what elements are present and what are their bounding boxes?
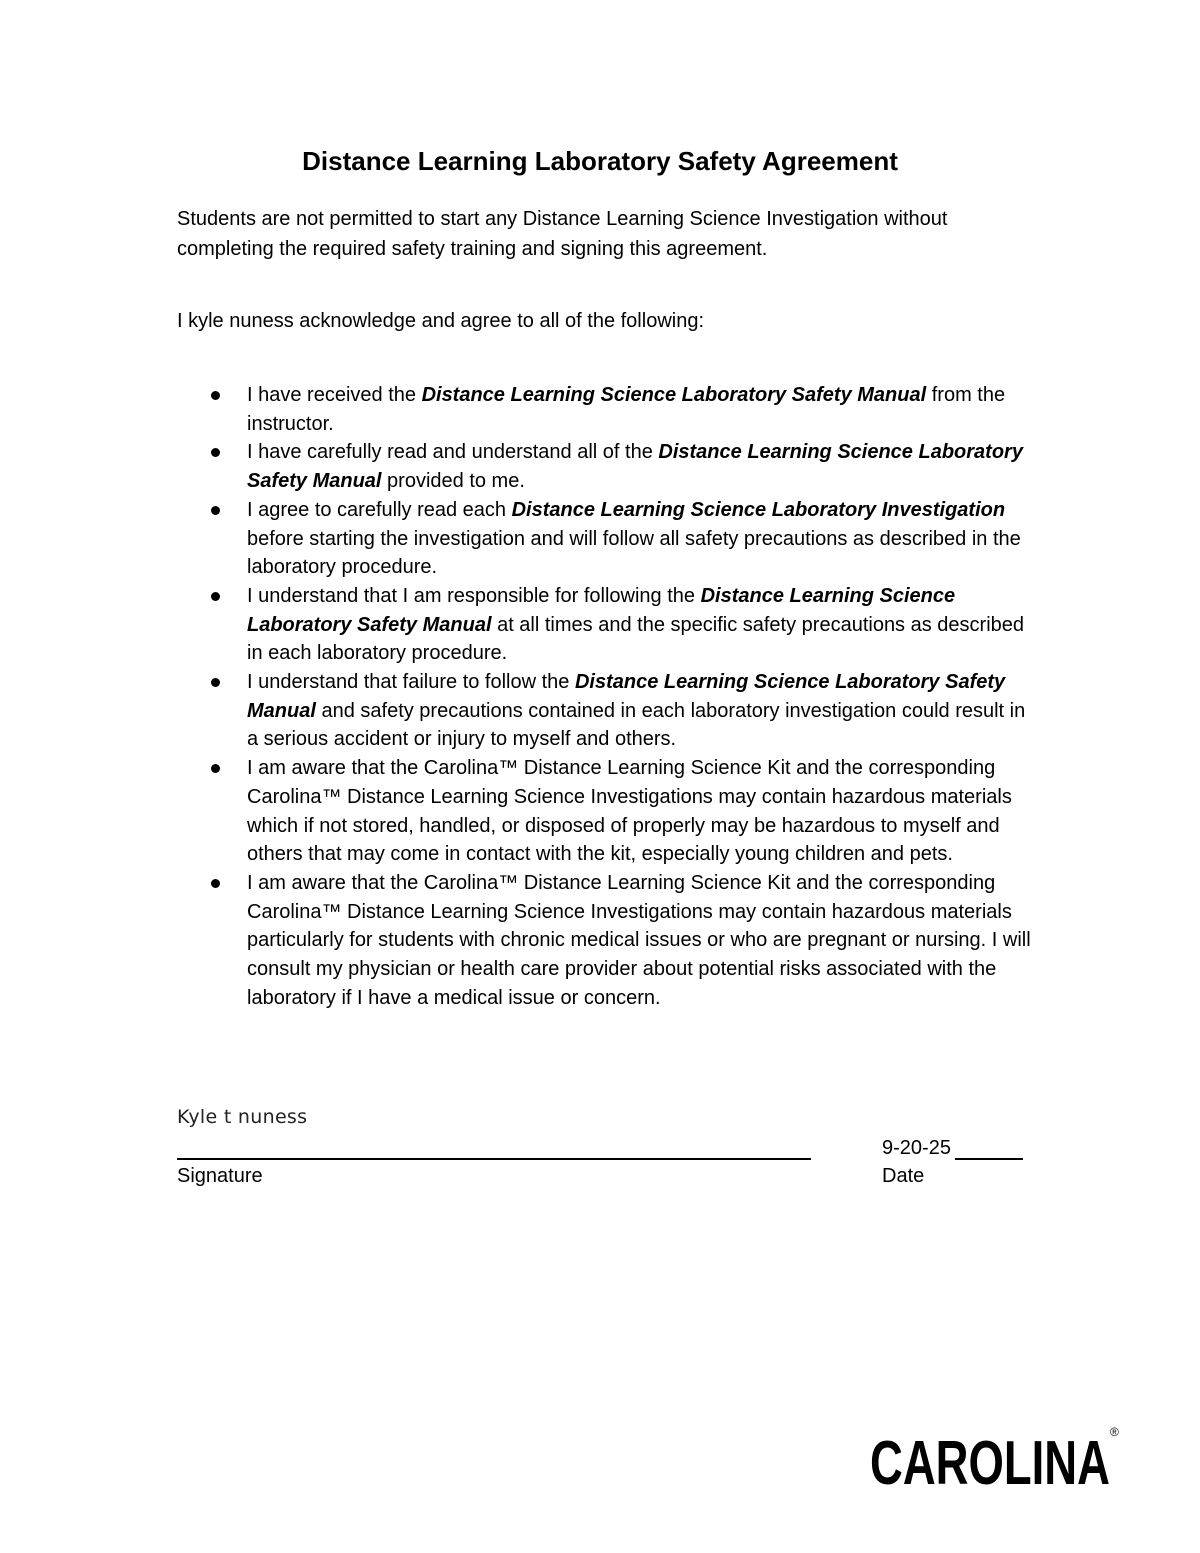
- signed-name: Kyle t nuness: [177, 1106, 308, 1128]
- list-item: [247, 438, 1037, 495]
- list-item: [247, 754, 1037, 869]
- item-text: before starting the investigation and will follow all safety precautions as described in the laboratory procedure.: [247, 527, 1021, 579]
- carolina-logo-icon: [870, 1422, 1122, 1492]
- bullet-icon: [211, 391, 220, 400]
- date-value: 9-20-25: [882, 1137, 951, 1159]
- item-text: I understand that I am responsible for following the: [247, 584, 701, 607]
- bullet-icon: [211, 592, 220, 601]
- item-emphasis: Distance Learning Science Laboratory Safety Manual: [247, 441, 1023, 493]
- item-text: from the instructor.: [247, 384, 1006, 435]
- item-text: I agree to carefully read each: [247, 498, 512, 521]
- intro-line-1: Students are not permitted to start any Distance Learning Science Investigation without: [177, 208, 948, 230]
- signature-label: Signature: [177, 1165, 263, 1187]
- item-text: provided to me.: [381, 470, 525, 493]
- item-text: I have carefully read and understand all of the: [247, 441, 659, 464]
- item-text: and safety precautions contained in each laboratory investigation could result in a serious accident or injury to myself and others.: [247, 699, 1026, 751]
- item-text: I am aware that the Carolina™ Distance Learning Science Kit and the corresponding Carolina™ Distance Learning Science Investigations may contain hazardous materials particularly for students with chronic medical issues or who are pregnant or nursing. I will consult my physician or health care provider about potential risks associated with the laboratory if I have a medical issue or concern.: [247, 871, 1031, 1009]
- list-item: [247, 381, 1037, 438]
- date-label: Date: [882, 1165, 925, 1187]
- item-text: I have received the: [247, 384, 422, 406]
- item-emphasis: Distance Learning Science Laboratory Safety Manual: [247, 671, 1006, 722]
- list-item: [247, 582, 1037, 668]
- bullet-icon: [211, 448, 220, 457]
- item-text: I am aware that the Carolina™ Distance Learning Science Kit and the corresponding Carolina™ Distance Learning Science Investigations may contain hazardous materials which if not stored, handled, or disposed of properly may be hazardous to myself and others that may come in contact with the kit, especially young children and pets.: [247, 757, 1012, 866]
- acknowledgement-statement: I kyle nuness acknowledge and agree to all of the following:: [177, 310, 705, 332]
- bullet-icon: [211, 879, 220, 888]
- intro-line-2: completing the required safety training and signing this agreement.: [177, 238, 768, 260]
- intro-paragraph: [177, 204, 1037, 264]
- item-text: at all times and the specific safety precautions as described in each laboratory procedure.: [247, 613, 1025, 665]
- registered-mark: ®: [1110, 1425, 1119, 1439]
- item-emphasis: Distance Learning Science Laboratory Investigation: [511, 498, 1006, 521]
- list-item: [247, 668, 1037, 754]
- document-title: Distance Learning Laboratory Safety Agreement: [302, 146, 898, 176]
- list-item: [247, 496, 1037, 582]
- bullet-icon: [211, 678, 220, 687]
- date-line: [955, 1158, 1023, 1160]
- item-text: I understand that failure to follow the: [247, 671, 575, 694]
- item-emphasis: Distance Learning Science Laboratory Safety Manual: [247, 584, 956, 636]
- item-emphasis: Distance Learning Science Laboratory Safety Manual: [421, 384, 927, 406]
- agreement-list: [247, 381, 1037, 1012]
- list-item: [247, 869, 1037, 1013]
- signature-line: [177, 1158, 811, 1160]
- logo-text: CAROLINA: [870, 1429, 1110, 1492]
- bullet-icon: [211, 764, 220, 773]
- bullet-icon: [211, 506, 220, 515]
